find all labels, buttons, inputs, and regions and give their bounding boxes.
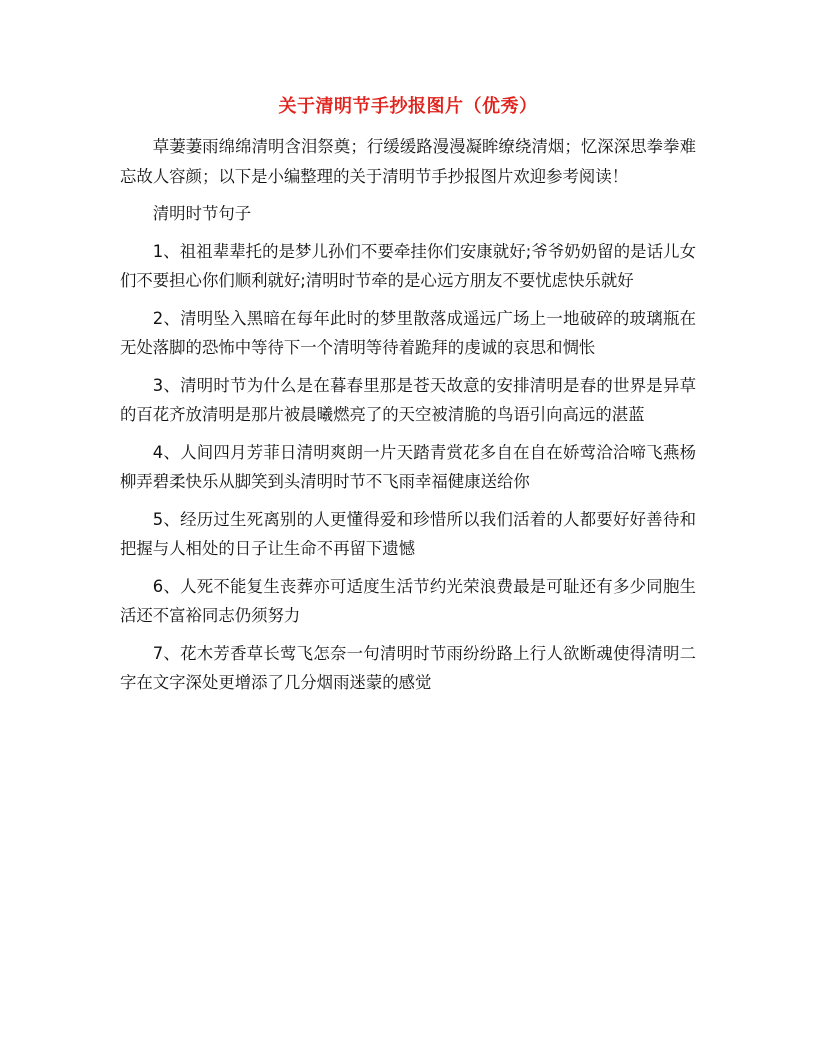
list-item: 4、人间四月芳菲日清明爽朗一片天踏青赏花多自在自在娇莺洽洽啼飞燕杨柳弄碧柔快乐从脚笑到头清明时节不飞雨幸福健康送给你 xyxy=(120,442,696,491)
section-heading: 清明时节句子 xyxy=(152,204,252,223)
intro-paragraph: 草萋萋雨绵绵清明含泪祭奠；行缓缓路漫漫凝眸缭绕清烟；忆深深思拳拳难忘故人容颜；以下是小编整理的关于清明节手抄报图片欢迎参考阅读！ xyxy=(120,137,696,186)
list-item: 7、花木芳香草长莺飞怎奈一句清明时节雨纷纷路上行人欲断魂使得清明二字在文字深处更增添了几分烟雨迷蒙的感觉 xyxy=(120,643,696,692)
list-item: 3、清明时节为什么是在暮春里那是苍天故意的安排清明是春的世界是异草的百花齐放清明是那片被晨曦燃亮了的天空被清脆的鸟语引向高远的湛蓝 xyxy=(120,375,696,424)
document-body xyxy=(120,132,696,706)
list-item: 5、经历过生死离别的人更懂得爱和珍惜所以我们活着的人都要好好善待和把握与人相处的日子让生命不再留下遗憾 xyxy=(120,509,696,558)
page-title: 关于清明节手抄报图片（优秀） xyxy=(278,96,538,117)
list-item: 2、清明坠入黑暗在每年此时的梦里散落成遥远广场上一地破碎的玻璃瓶在无处落脚的恐怖中等待下一个清明等待着跪拜的虔诚的哀思和惆怅 xyxy=(120,308,696,357)
list-item: 6、人死不能复生丧葬亦可适度生活节约光荣浪费最是可耻还有多少同胞生活还不富裕同志仍须努力 xyxy=(120,576,696,625)
list-item: 1、祖祖辈辈托的是梦儿孙们不要牵挂你们安康就好;爷爷奶奶留的是话儿女们不要担心你们顺利就好;清明时节牵的是心远方朋友不要忧虑快乐就好 xyxy=(120,241,696,290)
